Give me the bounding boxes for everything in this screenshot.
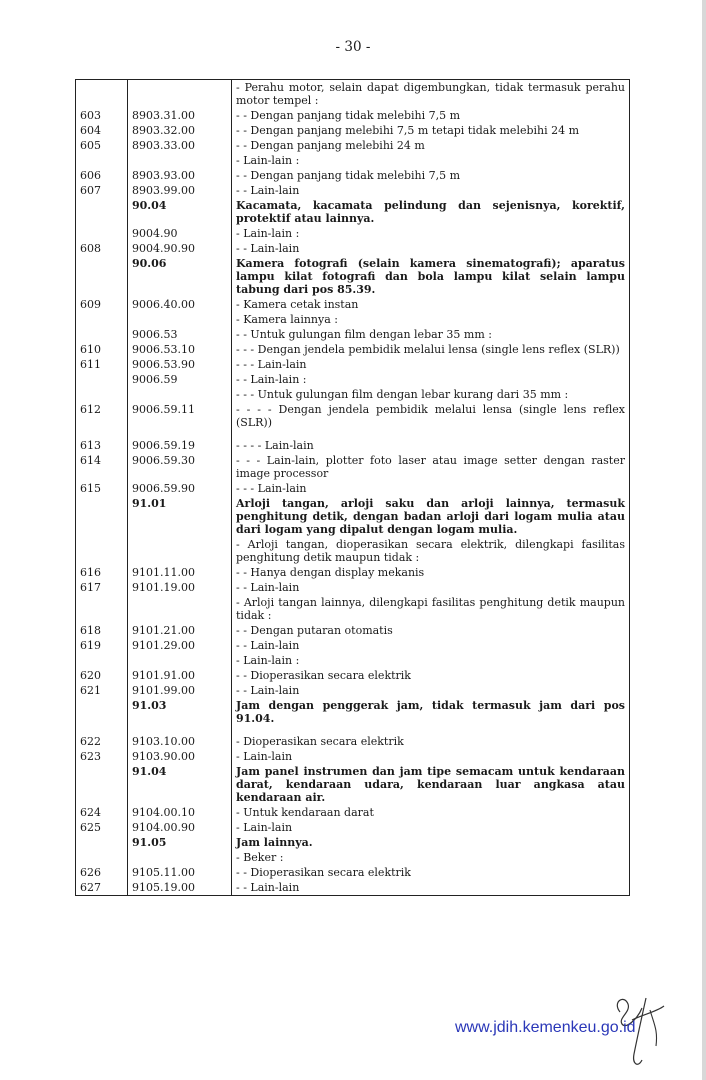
hs-code: 9006.53.90 [128,357,232,372]
hs-code: 9101.11.00 [128,565,232,580]
row-number: 626 [76,865,128,880]
table-row [76,453,630,481]
item-description: Jam panel instrumen dan jam tipe semacam untuk kendaraan darat, kendaraan udara, kendaraan luar angkasa atau kendaraan air. [232,764,630,805]
table-row [76,820,630,835]
table-row [76,805,630,820]
table-row [76,357,630,372]
row-number: 613 [76,430,128,453]
table-row [76,623,630,638]
item-description: Jam dengan penggerak jam, tidak termasuk jam dari pos 91.04. [232,698,630,726]
hs-code: 8903.32.00 [128,123,232,138]
item-description: - Kamera lainnya : [232,312,630,327]
hs-code: 90.06 [128,256,232,297]
item-description: - - - Lain-lain, plotter foto laser atau image setter dengan raster image processor [232,453,630,481]
row-number: 604 [76,123,128,138]
item-description: - - Lain-lain : [232,372,630,387]
table-row [76,850,630,865]
row-number [76,698,128,726]
hs-code: 9006.40.00 [128,297,232,312]
hs-code [128,80,232,109]
row-number [76,595,128,623]
hs-code [128,537,232,565]
hs-code: 8903.33.00 [128,138,232,153]
item-description: - Arloji tangan, dioperasikan secara elektrik, dilengkapi fasilitas penghitung detik maupun tidak : [232,537,630,565]
hs-code: 91.05 [128,835,232,850]
row-number: 627 [76,880,128,896]
item-description: - Lain-lain : [232,226,630,241]
hs-code: 9105.19.00 [128,880,232,896]
row-number: 614 [76,453,128,481]
hs-code [128,387,232,402]
table-row [76,496,630,537]
hs-code: 9104.00.10 [128,805,232,820]
row-number [76,835,128,850]
item-description: - - - Lain-lain [232,481,630,496]
item-description: - - Lain-lain [232,880,630,896]
hs-code: 9105.11.00 [128,865,232,880]
row-number: 619 [76,638,128,653]
row-number: 611 [76,357,128,372]
table-row [76,653,630,668]
item-description: - - Lain-lain [232,683,630,698]
item-description: - Lain-lain : [232,153,630,168]
item-description: - Lain-lain [232,749,630,764]
item-description: Arloji tangan, arloji saku dan arloji lainnya, termasuk penghitung detik, dengan badan arloji dari logam mulia atau dari logam yang dipalut dengan logam mulia. [232,496,630,537]
table-row [76,312,630,327]
table-row [76,168,630,183]
hs-code [128,653,232,668]
row-number: 615 [76,481,128,496]
table-row [76,387,630,402]
item-description: - Untuk kendaraan darat [232,805,630,820]
page-number: - 30 - [335,39,371,55]
hs-code: 9103.10.00 [128,726,232,749]
table-row [76,138,630,153]
row-number: 622 [76,726,128,749]
item-description: - Kamera cetak instan [232,297,630,312]
item-description: - - Dengan putaran otomatis [232,623,630,638]
row-number [76,153,128,168]
table-row [76,108,630,123]
table-row [76,123,630,138]
table-row [76,183,630,198]
row-number: 618 [76,623,128,638]
row-number: 621 [76,683,128,698]
item-description: - - - - Lain-lain [232,430,630,453]
item-description: - Arloji tangan lainnya, dilengkapi fasilitas penghitung detik maupun tidak : [232,595,630,623]
row-number [76,496,128,537]
item-description: Jam lainnya. [232,835,630,850]
table-row [76,726,630,749]
hs-code: 9104.00.90 [128,820,232,835]
hs-code: 9004.90.90 [128,241,232,256]
hs-code: 8903.93.00 [128,168,232,183]
footer-website-link[interactable]: www.jdih.kemenkeu.go.id [455,1019,636,1036]
item-description: - - - Lain-lain [232,357,630,372]
item-description: - - Untuk gulungan film dengan lebar 35 mm : [232,327,630,342]
hs-code: 91.01 [128,496,232,537]
table-row [76,580,630,595]
hs-code: 9101.21.00 [128,623,232,638]
table-row [76,638,630,653]
row-number: 603 [76,108,128,123]
table-row [76,595,630,623]
hs-code: 9006.59.90 [128,481,232,496]
table-row [76,327,630,342]
row-number [76,537,128,565]
table-row [76,297,630,312]
item-description: - - Lain-lain [232,183,630,198]
row-number: 625 [76,820,128,835]
table-row [76,80,630,109]
table-row [76,835,630,850]
row-number [76,850,128,865]
hs-code: 91.04 [128,764,232,805]
item-description: - - Lain-lain [232,580,630,595]
item-description: - - Dengan panjang melebihi 24 m [232,138,630,153]
table-row [76,241,630,256]
hs-code: 9006.53 [128,327,232,342]
table-row [76,880,630,896]
row-number [76,256,128,297]
row-number [76,80,128,109]
table-row [76,865,630,880]
hs-code: 9006.59.11 [128,402,232,430]
table-row [76,198,630,226]
hs-code: 8903.99.00 [128,183,232,198]
table-row [76,683,630,698]
item-description: - - Hanya dengan display mekanis [232,565,630,580]
hs-code: 9006.59.19 [128,430,232,453]
item-description: - - - - Dengan jendela pembidik melalui lensa (single lens reflex (SLR)) [232,402,630,430]
row-number: 620 [76,668,128,683]
item-description: - - - Dengan jendela pembidik melalui lensa (single lens reflex (SLR)) [232,342,630,357]
hs-code [128,595,232,623]
hs-code: 8903.31.00 [128,108,232,123]
item-description: Kamera fotografi (selain kamera sinematografi); aparatus lampu kilat fotografi dan bola lampu kilat selain lampu tabung dari pos 85.39. [232,256,630,297]
hs-code [128,153,232,168]
row-number [76,653,128,668]
row-number [76,226,128,241]
row-number: 612 [76,402,128,430]
row-number [76,372,128,387]
page-edge-shadow [702,0,706,1080]
hs-code: 9101.29.00 [128,638,232,653]
table-row [76,668,630,683]
row-number [76,312,128,327]
hs-code [128,850,232,865]
hs-code: 9006.59.30 [128,453,232,481]
tariff-table [75,79,630,896]
item-description: - - Lain-lain [232,638,630,653]
item-description: - - - Untuk gulungan film dengan lebar kurang dari 35 mm : [232,387,630,402]
hs-code: 9004.90 [128,226,232,241]
hs-code: 9103.90.00 [128,749,232,764]
row-number: 608 [76,241,128,256]
table-row [76,698,630,726]
item-description: - - Dengan panjang tidak melebihi 7,5 m [232,108,630,123]
table-row [76,153,630,168]
row-number: 605 [76,138,128,153]
tariff-table-body [76,80,630,896]
item-description: - - Dengan panjang melebihi 7,5 m tetapi tidak melebihi 24 m [232,123,630,138]
row-number: 607 [76,183,128,198]
table-row [76,565,630,580]
row-number: 610 [76,342,128,357]
hs-code: 91.03 [128,698,232,726]
item-description: - Dioperasikan secara elektrik [232,726,630,749]
row-number: 624 [76,805,128,820]
hs-code: 9101.99.00 [128,683,232,698]
row-number: 617 [76,580,128,595]
item-description: - - Lain-lain [232,241,630,256]
row-number: 623 [76,749,128,764]
table-row [76,749,630,764]
row-number [76,198,128,226]
row-number [76,764,128,805]
item-description: - - Dioperasikan secara elektrik [232,668,630,683]
table-row [76,537,630,565]
hs-code: 90.04 [128,198,232,226]
item-description: - - Dioperasikan secara elektrik [232,865,630,880]
hs-code: 9101.19.00 [128,580,232,595]
item-description: - Lain-lain : [232,653,630,668]
row-number: 616 [76,565,128,580]
table-row [76,764,630,805]
row-number [76,387,128,402]
row-number: 606 [76,168,128,183]
hs-code: 9101.91.00 [128,668,232,683]
item-description: - Perahu motor, selain dapat digembungkan, tidak termasuk perahu motor tempel : [232,80,630,109]
table-row [76,342,630,357]
table-row [76,402,630,430]
row-number [76,327,128,342]
item-description: - - Dengan panjang tidak melebihi 7,5 m [232,168,630,183]
hs-code: 9006.59 [128,372,232,387]
item-description: - Lain-lain [232,820,630,835]
hs-code [128,312,232,327]
row-number: 609 [76,297,128,312]
table-row [76,372,630,387]
table-row [76,430,630,453]
item-description: Kacamata, kacamata pelindung dan sejenisnya, korektif, protektif atau lainnya. [232,198,630,226]
hs-code: 9006.53.10 [128,342,232,357]
item-description: - Beker : [232,850,630,865]
table-row [76,481,630,496]
table-row [76,226,630,241]
table-row [76,256,630,297]
